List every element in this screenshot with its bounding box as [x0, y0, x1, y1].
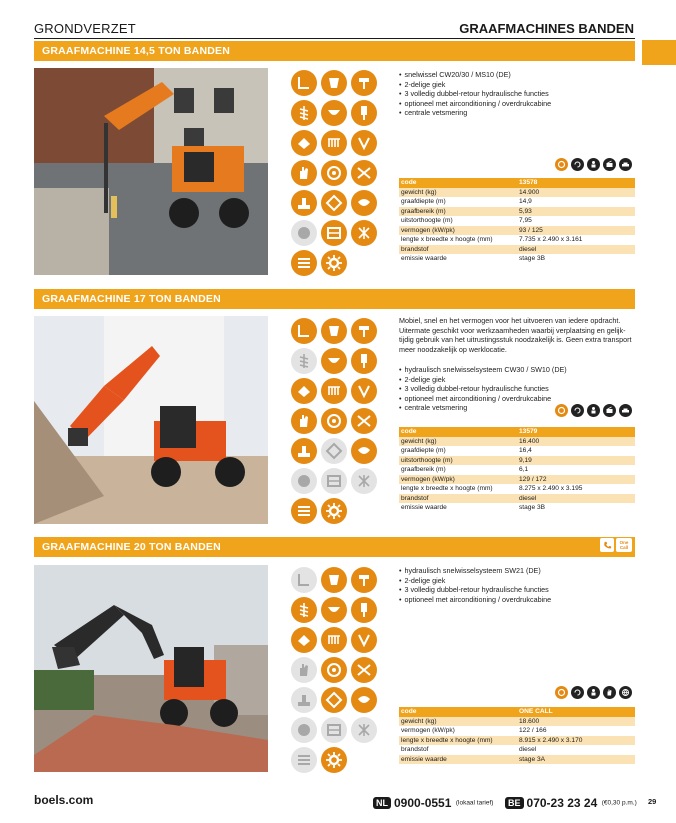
spec-value: 14,9 — [517, 197, 635, 207]
hand-icon — [603, 686, 616, 699]
be-note: (€0,30 p.m.) — [601, 799, 637, 807]
spec-value: 93 / 125 — [517, 226, 635, 236]
spec-header-cell: code — [399, 427, 517, 437]
spec-table-17t — [399, 427, 635, 513]
spec-row — [399, 226, 635, 236]
feature-item: • optioneel met airconditioning / overdrukcabine — [399, 595, 635, 605]
spec-label: gewicht (kg) — [399, 717, 517, 727]
plate-compactor-icon — [291, 438, 317, 464]
spec-label: vermogen (kW/pk) — [399, 226, 517, 236]
spec-value: stage 3B — [517, 503, 635, 513]
riddle-icon — [351, 468, 377, 494]
spec-label: lengte x breedte x hoogte (mm) — [399, 235, 517, 245]
photo-excavator-17t — [34, 316, 268, 524]
spec-value: 129 / 172 — [517, 475, 635, 485]
feature-item: • hydraulisch snelwisselsysteem CW30 / SW10 (DE) — [399, 365, 635, 375]
section-title-20t: GRAAFMACHINE 20 TON BANDEN — [34, 537, 635, 557]
mower-icon — [291, 717, 317, 743]
sorting-grab-icon — [351, 378, 377, 404]
spec-value: 8.915 x 2.490 x 3.170 — [517, 736, 635, 746]
be-number: 070-23 23 24 — [526, 795, 598, 810]
grab-bucket-icon — [321, 318, 347, 344]
feature-item: • 3 volledig dubbel-retour hydraulische functies — [399, 89, 635, 99]
feature-item: • snelwissel CW20/30 / MS10 (DE) — [399, 70, 635, 80]
spec-row — [399, 216, 635, 226]
spec-label: graafbereik (m) — [399, 207, 517, 217]
spec-value: diesel — [517, 245, 635, 255]
feature-item: • 2-delige giek — [399, 375, 635, 385]
radio-icon — [603, 404, 616, 417]
section-title-17t: GRAAFMACHINE 17 TON BANDEN — [34, 289, 635, 309]
sorting-grab-icon — [351, 130, 377, 156]
spec-row — [399, 437, 635, 447]
ditch-bucket-icon — [321, 348, 347, 374]
pallet-fork-icon — [291, 318, 317, 344]
rake-icon — [321, 627, 347, 653]
features-list-14-5t — [399, 70, 635, 118]
website-link[interactable]: boels.com — [34, 793, 94, 807]
spec-row — [399, 235, 635, 245]
rotation-icon — [571, 686, 584, 699]
spec-header-row — [399, 707, 635, 717]
globe-icon — [619, 686, 632, 699]
photo-excavator-20t — [34, 565, 268, 772]
shears-icon — [351, 160, 377, 186]
spec-row — [399, 736, 635, 746]
spec-value: 7.735 x 2.490 x 3.161 — [517, 235, 635, 245]
page-number: 29 — [648, 797, 657, 806]
features-list-20t — [399, 566, 635, 604]
feature-item: • centrale vetsmering — [399, 108, 635, 118]
feature-item: • optioneel met airconditioning / overdrukcabine — [399, 99, 635, 109]
sorting-grab-icon — [351, 627, 377, 653]
feature-item: • hydraulisch snelwisselsysteem SW21 (DE) — [399, 566, 635, 576]
spec-label: vermogen (kW/pk) — [399, 726, 517, 736]
spec-header-cell: code — [399, 178, 517, 188]
tilt-bucket-icon — [291, 130, 317, 156]
spec-header-cell: 13578 — [517, 178, 635, 188]
spec-row — [399, 755, 635, 765]
riddle-icon — [351, 220, 377, 246]
driver-icon — [587, 686, 600, 699]
spec-header-cell: ONE CALL — [517, 707, 635, 717]
spec-row — [399, 717, 635, 727]
spec-header-cell: code — [399, 707, 517, 717]
spec-label: lengte x breedte x hoogte (mm) — [399, 736, 517, 746]
one-call-badge — [600, 538, 632, 552]
spec-value: 18.600 — [517, 717, 635, 727]
spec-value: 16.400 — [517, 437, 635, 447]
nl-badge: NL — [373, 797, 391, 809]
rotation-icon — [571, 404, 584, 417]
wheel-icon — [555, 404, 568, 417]
header-divider — [34, 38, 635, 39]
spec-row — [399, 494, 635, 504]
vibro-plate-icon — [291, 250, 317, 276]
auger-icon — [291, 348, 317, 374]
spec-value: 5,93 — [517, 207, 635, 217]
spec-value: 16,4 — [517, 446, 635, 456]
spec-label: graafdiepte (m) — [399, 446, 517, 456]
spec-row — [399, 484, 635, 494]
phone-nl[interactable] — [373, 794, 493, 812]
car-icon — [619, 404, 632, 417]
spec-value: 122 / 166 — [517, 726, 635, 736]
auger-icon — [291, 100, 317, 126]
attachment-icons-14-5t — [291, 70, 377, 276]
vibro-plate-icon — [291, 498, 317, 524]
spec-label: uitstorthoogte (m) — [399, 216, 517, 226]
feature-item: • 2-delige giek — [399, 80, 635, 90]
feature-item: • optioneel met airconditioning / overdrukcabine — [399, 394, 635, 404]
spec-value: 6,1 — [517, 465, 635, 475]
be-badge: BE — [505, 797, 524, 809]
drum-cutter-icon — [321, 408, 347, 434]
page-footer — [0, 792, 676, 812]
screening-bucket-icon — [321, 468, 347, 494]
spec-value: 9,19 — [517, 456, 635, 466]
hand-icon — [291, 160, 317, 186]
wheel-icon — [555, 158, 568, 171]
page-title: GRAAFMACHINES BANDEN — [459, 21, 634, 36]
feature-item: • 3 volledig dubbel-retour hydraulische functies — [399, 585, 635, 595]
drum-cutter-icon — [321, 160, 347, 186]
section-title-14-5t: GRAAFMACHINE 14,5 TON BANDEN — [34, 41, 635, 61]
spec-header-row — [399, 427, 635, 437]
spec-row — [399, 197, 635, 207]
spec-row — [399, 446, 635, 456]
phone-icon — [600, 538, 614, 552]
feature-icons-20t — [555, 686, 632, 699]
phone-be[interactable] — [505, 794, 637, 812]
spec-label: graafbereik (m) — [399, 465, 517, 475]
spec-label: gewicht (kg) — [399, 188, 517, 198]
gear-icon — [321, 747, 347, 773]
one-call-label: One Call — [616, 538, 632, 552]
breaker-icon — [351, 100, 377, 126]
tilt-bucket-icon — [291, 627, 317, 653]
photo-excavator-14-5t — [34, 68, 268, 275]
breaker-icon — [351, 597, 377, 623]
plate-compactor-icon — [291, 687, 317, 713]
spec-label: vermogen (kW/pk) — [399, 475, 517, 485]
feature-icons-14-5t — [555, 158, 632, 171]
spec-value: diesel — [517, 494, 635, 504]
spec-row — [399, 465, 635, 475]
spec-label: brandstof — [399, 245, 517, 255]
spec-row — [399, 475, 635, 485]
spec-row — [399, 245, 635, 255]
drum-cutter-icon — [321, 657, 347, 683]
ditch-bucket-icon — [321, 597, 347, 623]
breaker-icon — [351, 348, 377, 374]
mower-icon — [291, 220, 317, 246]
attachment-icons-17t — [291, 318, 377, 524]
spec-label: gewicht (kg) — [399, 437, 517, 447]
spec-label: brandstof — [399, 494, 517, 504]
riddle-icon — [351, 717, 377, 743]
spec-label: emissie waarde — [399, 755, 517, 765]
pulverizer-icon — [321, 190, 347, 216]
spec-row — [399, 207, 635, 217]
feature-icons-17t — [555, 404, 632, 417]
spec-table-20t — [399, 707, 635, 764]
hammer-icon — [351, 567, 377, 593]
pallet-fork-icon — [291, 567, 317, 593]
spec-row — [399, 745, 635, 755]
grab-bucket-icon — [321, 70, 347, 96]
clamshell-icon — [351, 190, 377, 216]
hand-icon — [291, 408, 317, 434]
rotation-icon — [571, 158, 584, 171]
spec-row — [399, 726, 635, 736]
wheel-icon — [555, 686, 568, 699]
description-17t: Mobiel, snel en het vermogen voor het uitvoeren van iedere opdracht. Uitermate geschikt voor werkzaamheden waarbij verplaatsing en gelijk-tijdig gebruik van het uitrustingsstuk noodzakelijk is. Geen extra transport meer noodzakelijk op werklocatie. — [399, 316, 632, 354]
shears-icon — [351, 657, 377, 683]
hammer-icon — [351, 70, 377, 96]
tilt-bucket-icon — [291, 378, 317, 404]
feature-item: • centrale vetsmering — [399, 403, 635, 413]
mower-icon — [291, 468, 317, 494]
plate-compactor-icon — [291, 190, 317, 216]
feature-item: • 3 volledig dubbel-retour hydraulische functies — [399, 384, 635, 394]
spec-value: 8.275 x 2.490 x 3.195 — [517, 484, 635, 494]
hammer-icon — [351, 318, 377, 344]
spec-row — [399, 503, 635, 513]
car-icon — [619, 158, 632, 171]
spec-value: stage 3A — [517, 755, 635, 765]
rake-icon — [321, 378, 347, 404]
spec-label: brandstof — [399, 745, 517, 755]
nl-number: 0900-0551 — [394, 795, 452, 810]
hand-icon — [291, 657, 317, 683]
nl-note: (lokaal tarief) — [455, 799, 494, 807]
spec-table-14-5t — [399, 178, 635, 264]
spec-row — [399, 254, 635, 264]
screening-bucket-icon — [321, 220, 347, 246]
driver-icon — [587, 404, 600, 417]
clamshell-icon — [351, 687, 377, 713]
pallet-fork-icon — [291, 70, 317, 96]
gear-icon — [321, 250, 347, 276]
spec-label: graafdiepte (m) — [399, 197, 517, 207]
grab-bucket-icon — [321, 567, 347, 593]
spec-row — [399, 456, 635, 466]
category-label: GRONDVERZET — [34, 21, 136, 36]
spec-label: lengte x breedte x hoogte (mm) — [399, 484, 517, 494]
ditch-bucket-icon — [321, 100, 347, 126]
spec-label: uitstorthoogte (m) — [399, 456, 517, 466]
pulverizer-icon — [321, 687, 347, 713]
spec-value: diesel — [517, 745, 635, 755]
pulverizer-icon — [321, 438, 347, 464]
spec-header-row — [399, 178, 635, 188]
screening-bucket-icon — [321, 717, 347, 743]
spec-row — [399, 188, 635, 198]
spec-value: 7,95 — [517, 216, 635, 226]
driver-icon — [587, 158, 600, 171]
spec-value: stage 3B — [517, 254, 635, 264]
spec-value: 14.900 — [517, 188, 635, 198]
auger-icon — [291, 597, 317, 623]
spec-label: emissie waarde — [399, 254, 517, 264]
shears-icon — [351, 408, 377, 434]
clamshell-icon — [351, 438, 377, 464]
side-tab-marker — [642, 40, 676, 65]
attachment-icons-20t — [291, 567, 377, 773]
spec-label: emissie waarde — [399, 503, 517, 513]
radio-icon — [603, 158, 616, 171]
gear-icon — [321, 498, 347, 524]
rake-icon — [321, 130, 347, 156]
feature-item: • 2-delige giek — [399, 576, 635, 586]
vibro-plate-icon — [291, 747, 317, 773]
spec-header-cell: 13579 — [517, 427, 635, 437]
